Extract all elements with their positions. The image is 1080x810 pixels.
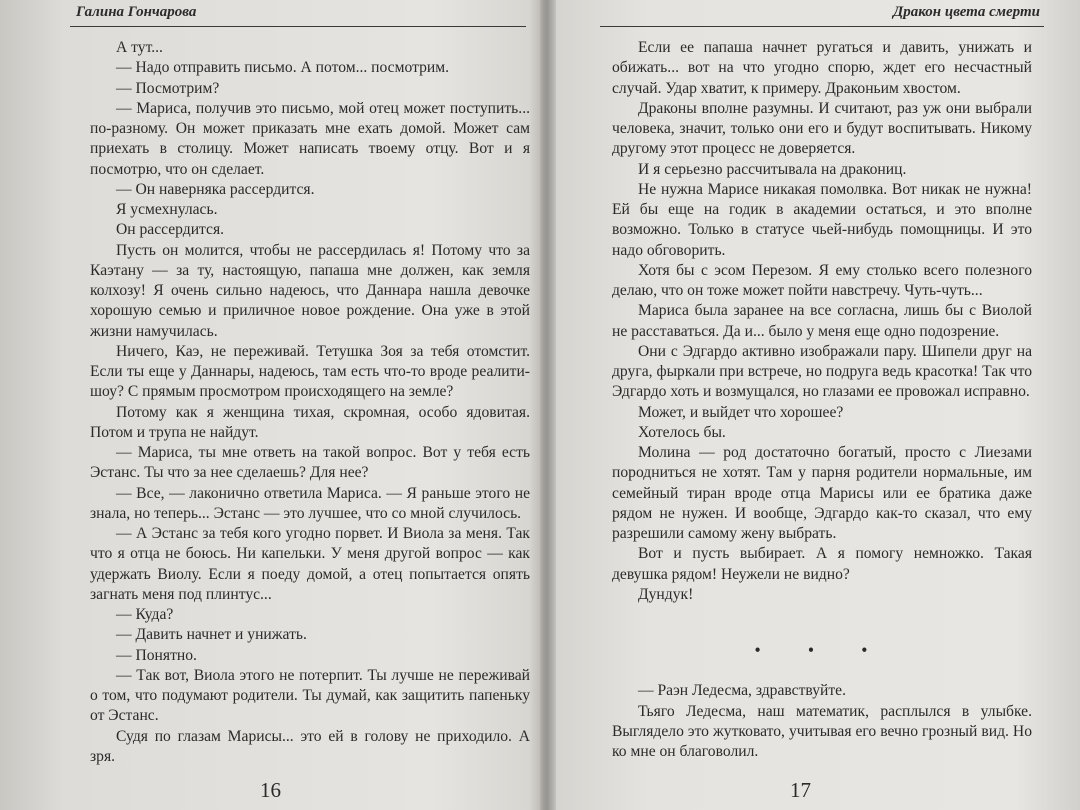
paragraph: Хотелось бы. [638, 423, 726, 441]
paragraph: Дундук! [638, 585, 694, 603]
paragraph: — Все, — лаконично ответила Мариса. — Я раньше этого не знала, но теперь... Эстанс — это лучшее, что со мной случилось. [90, 484, 530, 522]
paragraph: А тут... [116, 39, 163, 56]
paragraph: Я усмехнулась. [116, 201, 218, 218]
paragraph: Хотя бы с эсом Перезом. Я ему столько всего полезного делаю, что он тоже может пойти навстречу. Чуть-чуть... [612, 261, 1032, 299]
page-number: 17 [790, 778, 811, 802]
running-head-title: Дракон цвета смерти [893, 4, 1040, 20]
paragraph: — Понятно. [116, 646, 197, 664]
paragraph: — Давить начнет и унижать. [116, 626, 307, 644]
paragraph: Молина — род достаточно богатый, просто с Лиезами породниться не хотят. Там у парня родители нормальные, им семейный тиран вроде отца Марисы или ее братика даже рядом не нужен. И вообще, Эдгардо как-то сказал, что ему разрешили самому жену выбрать. [612, 444, 1032, 542]
paragraph: Может, и выйдет что хорошее? [638, 403, 844, 421]
paragraph: Не нужна Марисе никакая помолвка. Вот никак не нужна! Ей бы еще на годик в академии остаться, и это вполне возможно. Только в статусе чьей-нибудь помощницы. И это надо обговорить. [612, 180, 1032, 259]
scene-break: • • • [754, 642, 890, 659]
paragraph: Если ее папаша начнет ругаться и давить, унижать и обижать... вот на что угодно спорю, ждет его несчастный случай. Удар хватит, к примеру. Драконьим хвостом. [612, 39, 1032, 97]
page-number: 16 [260, 778, 281, 802]
running-head-author: Галина Гончарова [76, 4, 197, 20]
book-gutter [540, 0, 556, 810]
paragraph: — Мариса, получив это письмо, мой отец может поступить... по-разному. Он может приказать мне ехать домой. Может сам приехать в столицу. Может написать твоему отцу. Вот и я посмотрю, что он сделает. [90, 99, 530, 178]
paragraph: Вот и пусть выбирает. А я помогу немножко. Такая девушка рядом! Неужели не видно? [612, 545, 1032, 583]
paragraph: Тьяго Ледесма, наш математик, расплылся в улыбке. Выглядело это жутковато, учитывая его вечно грозный вид. Но ко мне он благоволил. [612, 702, 1032, 760]
paragraph: — Куда? [116, 606, 174, 623]
header-rule [70, 26, 526, 27]
right-page [590, 0, 1040, 810]
header-rule [600, 26, 1044, 27]
paragraph: — Так вот, Виола этого не потерпит. Ты лучше не переживай о том, что подумают родители. Ты думай, как защитить папеньку от Эстанс. [90, 666, 530, 725]
paragraph: Пусть он молится, чтобы не рассердилась я! Потому что за Каэтану — за ту, настоящую, папаша мне должен, как земля колхозу! Я очень сильно надеюсь, что Даннара нашла девочке хорошую семью и приличное новое рождение. Она уже в этой жизни намучилась. [90, 241, 530, 340]
left-page [40, 0, 530, 810]
paragraph: — Он наверняка рассердится. [116, 180, 315, 198]
paragraph: — Надо отправить письмо. А потом... посмотрим. [116, 59, 449, 77]
paragraph: Он рассердится. [116, 221, 225, 239]
paragraph: — Посмотрим? [116, 79, 220, 97]
paragraph: Они с Эдгардо активно изображали пару. Шипели друг на друга, фыркали при встрече, но подруга ведь красотка! Так что Эдгардо хоть и возмущался, но глазами ее провожал исправно. [612, 342, 1032, 401]
paragraph: Драконы вполне разумны. И считают, раз уж они выбрали человека, значит, только они его и будут воспитывать. Никому другому этот процесс не доверяется. [612, 99, 1032, 158]
paragraph: Ничего, Каэ, не переживай. Тетушка Зоя за тебя отомстит. Если ты еще у Даннары, надеюсь, там есть что-то вроде реалити-шоу? С прямым просмотром происходящего на земле? [90, 342, 530, 401]
paragraph: Мариса была заранее на все согласна, лишь бы с Виолой не расставаться. Да и... было у меня еще одно подозрение. [612, 302, 1032, 340]
paragraph: Судя по глазам Марисы... это ей в голову не приходило. А зря. [90, 727, 530, 765]
paragraph: — А Эстанс за тебя кого угодно порвет. И Виола за меня. Так что я отца не боюсь. Ни капельки. У меня другой вопрос — как удержать Виолу. Если я поеду домой, а отец попытается опять загнать меня под плинтус... [90, 525, 530, 603]
paragraph: И я серьезно рассчитывала на дракониц. [638, 160, 907, 178]
left-page-text [90, 38, 530, 767]
right-page-text [612, 38, 1032, 762]
paragraph: Потому как я женщина тихая, скромная, особо ядовитая. Потом и трупа не найдут. [90, 403, 530, 441]
paragraph: — Раэн Ледесма, здравствуйте. [638, 682, 846, 700]
paragraph: — Мариса, ты мне ответь на такой вопрос. Вот у тебя есть Эстанс. Ты что за нее сделаешь? Для нее? [90, 444, 530, 482]
